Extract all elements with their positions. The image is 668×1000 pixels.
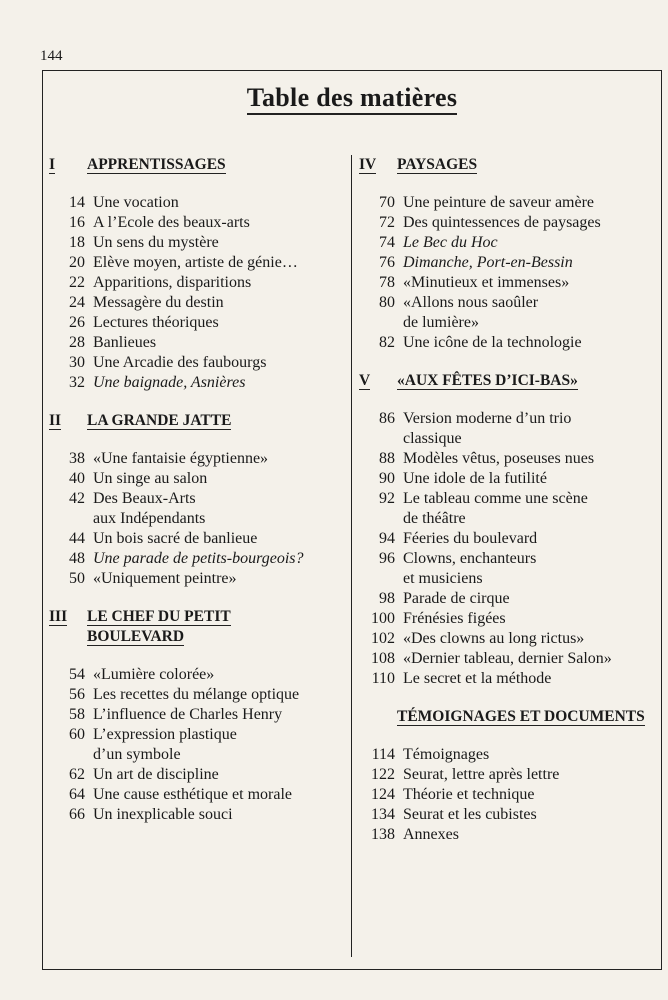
entry-title: Messagère du destin (93, 294, 224, 311)
section-title: «AUX FÊTES D’ICI-BAS» (397, 372, 578, 389)
entry-title: Une vocation (93, 194, 179, 211)
toc-entry[interactable] (49, 313, 339, 333)
column-divider (351, 155, 352, 957)
page-number: 144 (40, 48, 63, 64)
entry-page-number: 78 (379, 274, 395, 291)
toc-entry[interactable] (49, 353, 339, 373)
toc-entry[interactable] (49, 333, 339, 353)
section-spacer (359, 727, 659, 745)
entry-title: Une Arcadie des faubourgs (93, 354, 267, 371)
section-heading (359, 707, 659, 727)
entry-title: Des Beaux-Arts (93, 490, 196, 507)
entry-title: «Une fantaisie égyptienne» (93, 450, 269, 467)
section-heading (359, 155, 659, 175)
entry-title: Modèles vêtus, poseuses nues (403, 450, 595, 467)
section-title: LE CHEF DU PETIT (87, 608, 231, 625)
toc-entry[interactable] (49, 373, 339, 393)
toc-entry[interactable] (359, 825, 659, 845)
toc-entry[interactable] (49, 549, 339, 569)
entry-page-number: 122 (371, 766, 395, 783)
entry-title: Un inexplicable souci (93, 806, 233, 823)
entry-title: Parade de cirque (403, 590, 510, 607)
section-numeral: III (49, 608, 68, 625)
section-numeral (359, 707, 393, 727)
toc-entry[interactable] (359, 765, 659, 785)
entry-title: Version moderne d’un trio (403, 410, 572, 427)
toc-entry[interactable] (359, 273, 659, 293)
entry-page-number: 82 (379, 334, 395, 351)
toc-entry[interactable] (359, 313, 659, 333)
entry-title: d’un symbole (93, 746, 181, 763)
entry-title: Frénésies figées (403, 610, 506, 627)
toc-entry[interactable] (49, 745, 339, 765)
section-heading (359, 371, 659, 391)
entry-title: «Lumière colorée» (93, 666, 215, 683)
entry-title: Le Bec du Hoc (403, 234, 498, 251)
entry-page-number (359, 509, 395, 529)
entry-page-number: 88 (379, 450, 395, 467)
section-spacer (359, 175, 659, 193)
entry-title: Les recettes du mélange optique (93, 686, 300, 703)
entry-title: A l’Ecole des beaux-arts (93, 214, 250, 231)
entry-page-number: 56 (69, 686, 85, 703)
toc-entry[interactable] (49, 253, 339, 273)
toc-entry[interactable] (49, 489, 339, 509)
entry-title: Seurat, lettre après lettre (403, 766, 560, 783)
entry-page-number: 80 (379, 294, 395, 311)
entry-title: de théâtre (403, 510, 466, 527)
toc-entry[interactable] (49, 293, 339, 313)
entry-title: «Uniquement peintre» (93, 570, 237, 587)
toc-entry[interactable] (359, 649, 659, 669)
entry-page-number: 134 (371, 806, 395, 823)
entry-page-number: 18 (69, 234, 85, 251)
toc-entry[interactable] (49, 193, 339, 213)
toc-entry[interactable] (49, 785, 339, 805)
toc-right-column (359, 155, 659, 845)
entry-title: «Minutieux et immenses» (403, 274, 570, 291)
entry-page-number: 40 (69, 470, 85, 487)
entry-page-number: 58 (69, 706, 85, 723)
toc-entry[interactable] (49, 509, 339, 529)
entry-title: et musiciens (403, 570, 483, 587)
entry-title: classique (403, 430, 462, 447)
entry-title: Une cause esthétique et morale (93, 786, 293, 803)
entry-title: de lumière» (403, 314, 479, 331)
entry-page-number: 20 (69, 254, 85, 271)
section-numeral: I (49, 156, 56, 173)
entry-title: Théorie et technique (403, 786, 535, 803)
entry-page-number: 138 (371, 826, 395, 843)
toc-entry[interactable] (359, 449, 659, 469)
entry-title: Un sens du mystère (93, 234, 219, 251)
section-spacer (359, 353, 659, 371)
entry-page-number: 98 (379, 590, 395, 607)
section-heading (49, 411, 339, 431)
toc-entry[interactable] (49, 805, 339, 825)
entry-page-number: 72 (379, 214, 395, 231)
entry-title: Un singe au salon (93, 470, 208, 487)
entry-page-number: 66 (69, 806, 85, 823)
entry-title: Une icône de la technologie (403, 334, 582, 351)
entry-title: Une parade de petits-bourgeois? (93, 550, 304, 567)
entry-title: Un art de discipline (93, 766, 219, 783)
section-spacer (49, 431, 339, 449)
entry-page-number: 22 (69, 274, 85, 291)
toc-entry[interactable] (49, 213, 339, 233)
entry-page-number: 96 (379, 550, 395, 567)
entry-page-number: 92 (379, 490, 395, 507)
toc-entry[interactable] (49, 233, 339, 253)
section-heading (49, 607, 339, 627)
section-numeral: IV (359, 156, 377, 173)
toc-entry[interactable] (359, 253, 659, 273)
entry-page-number: 100 (371, 610, 395, 627)
entry-page-number: 38 (69, 450, 85, 467)
toc-entry[interactable] (359, 409, 659, 429)
entry-page-number: 108 (371, 650, 395, 667)
entry-title: Féeries du boulevard (403, 530, 538, 547)
toc-entry[interactable] (359, 529, 659, 549)
toc-entry[interactable] (49, 665, 339, 685)
entry-page-number: 114 (371, 746, 395, 763)
entry-page-number (359, 429, 395, 449)
entry-page-number: 48 (69, 550, 85, 567)
toc-entry[interactable] (359, 469, 659, 489)
entry-title: Le tableau comme une scène (403, 490, 588, 507)
entry-title: Elève moyen, artiste de génie… (93, 254, 298, 271)
toc-entry[interactable] (49, 529, 339, 549)
entry-title: Lectures théoriques (93, 314, 219, 331)
entry-page-number: 54 (69, 666, 85, 683)
entry-page-number (49, 509, 85, 529)
entry-title: Dimanche, Port-en-Bessin (403, 254, 573, 271)
entry-title: Clowns, enchanteurs (403, 550, 537, 567)
toc-entry[interactable] (49, 705, 339, 725)
entry-page-number: 30 (69, 354, 85, 371)
entry-title: Témoignages (403, 746, 490, 763)
toc-entry[interactable] (359, 745, 659, 765)
entry-title: Banlieues (93, 334, 157, 351)
toc-entry[interactable] (359, 293, 659, 313)
section-spacer (359, 689, 659, 707)
section-heading (49, 627, 339, 647)
toc-entry[interactable] (49, 685, 339, 705)
entry-page-number (359, 569, 395, 589)
toc-entry[interactable] (359, 629, 659, 649)
toc-entry[interactable] (359, 669, 659, 689)
entry-title: Seurat et les cubistes (403, 806, 537, 823)
toc-entry[interactable] (359, 569, 659, 589)
toc-left-column (49, 155, 339, 825)
toc-entry[interactable] (359, 429, 659, 449)
entry-page-number: 74 (379, 234, 395, 251)
toc-entry[interactable] (49, 469, 339, 489)
entry-page-number: 14 (69, 194, 85, 211)
toc-entry[interactable] (49, 273, 339, 293)
entry-page-number: 26 (69, 314, 85, 331)
entry-title: Annexes (403, 826, 459, 843)
toc-entry[interactable] (359, 213, 659, 233)
entry-page-number: 124 (371, 786, 395, 803)
entry-title: «Des clowns au long rictus» (403, 630, 585, 647)
entry-page-number: 70 (379, 194, 395, 211)
entry-page-number (359, 313, 395, 333)
section-numeral (49, 627, 83, 647)
section-spacer (359, 391, 659, 409)
entry-page-number (49, 745, 85, 765)
entry-title: Apparitions, disparitions (93, 274, 252, 291)
entry-page-number: 86 (379, 410, 395, 427)
entry-page-number: 16 (69, 214, 85, 231)
section-title: LA GRANDE JATTE (87, 412, 232, 429)
section-title: TÉMOIGNAGES ET DOCUMENTS (397, 708, 645, 725)
entry-page-number: 64 (69, 786, 85, 803)
entry-page-number: 102 (371, 630, 395, 647)
entry-title: L’influence de Charles Henry (93, 706, 283, 723)
section-title: APPRENTISSAGES (87, 156, 226, 173)
toc-entry[interactable] (49, 569, 339, 589)
entry-title: Un bois sacré de banlieue (93, 530, 258, 547)
entry-page-number: 50 (69, 570, 85, 587)
entry-page-number: 28 (69, 334, 85, 351)
entry-title: Une peinture de saveur amère (403, 194, 595, 211)
entry-title: aux Indépendants (93, 510, 206, 527)
entry-title: «Dernier tableau, dernier Salon» (403, 650, 612, 667)
entry-page-number: 42 (69, 490, 85, 507)
entry-title: «Allons nous saoûler (403, 294, 539, 311)
toc-entry[interactable] (359, 589, 659, 609)
entry-page-number: 76 (379, 254, 395, 271)
entry-title: Le secret et la méthode (403, 670, 552, 687)
toc-entry[interactable] (359, 333, 659, 353)
section-heading (49, 155, 339, 175)
entry-title: Des quintessences de paysages (403, 214, 601, 231)
toc-entry[interactable] (359, 489, 659, 509)
entry-page-number: 110 (371, 670, 395, 687)
section-numeral: V (359, 372, 371, 389)
entry-page-number: 44 (69, 530, 85, 547)
entry-title: Une idole de la futilité (403, 470, 547, 487)
toc-frame (42, 70, 662, 970)
page-title: Table des matières (43, 83, 661, 113)
entry-page-number: 24 (69, 294, 85, 311)
entry-page-number: 32 (69, 374, 85, 391)
entry-page-number: 62 (69, 766, 85, 783)
section-spacer (49, 589, 339, 607)
toc-entry[interactable] (49, 765, 339, 785)
entry-title: Une baignade, Asnières (93, 374, 246, 391)
entry-page-number: 94 (379, 530, 395, 547)
toc-entry[interactable] (359, 785, 659, 805)
section-title: PAYSAGES (397, 156, 478, 173)
toc-entry[interactable] (359, 233, 659, 253)
toc-entry[interactable] (359, 549, 659, 569)
entry-page-number: 90 (379, 470, 395, 487)
section-spacer (49, 175, 339, 193)
toc-entry[interactable] (49, 725, 339, 745)
entry-page-number: 60 (69, 726, 85, 743)
section-spacer (49, 647, 339, 665)
toc-entry[interactable] (359, 805, 659, 825)
toc-entry[interactable] (359, 193, 659, 213)
section-title: BOULEVARD (87, 628, 185, 645)
toc-entry[interactable] (359, 509, 659, 529)
section-numeral: II (49, 412, 62, 429)
toc-entry[interactable] (49, 449, 339, 469)
entry-title: L’expression plastique (93, 726, 237, 743)
section-spacer (49, 393, 339, 411)
toc-entry[interactable] (359, 609, 659, 629)
